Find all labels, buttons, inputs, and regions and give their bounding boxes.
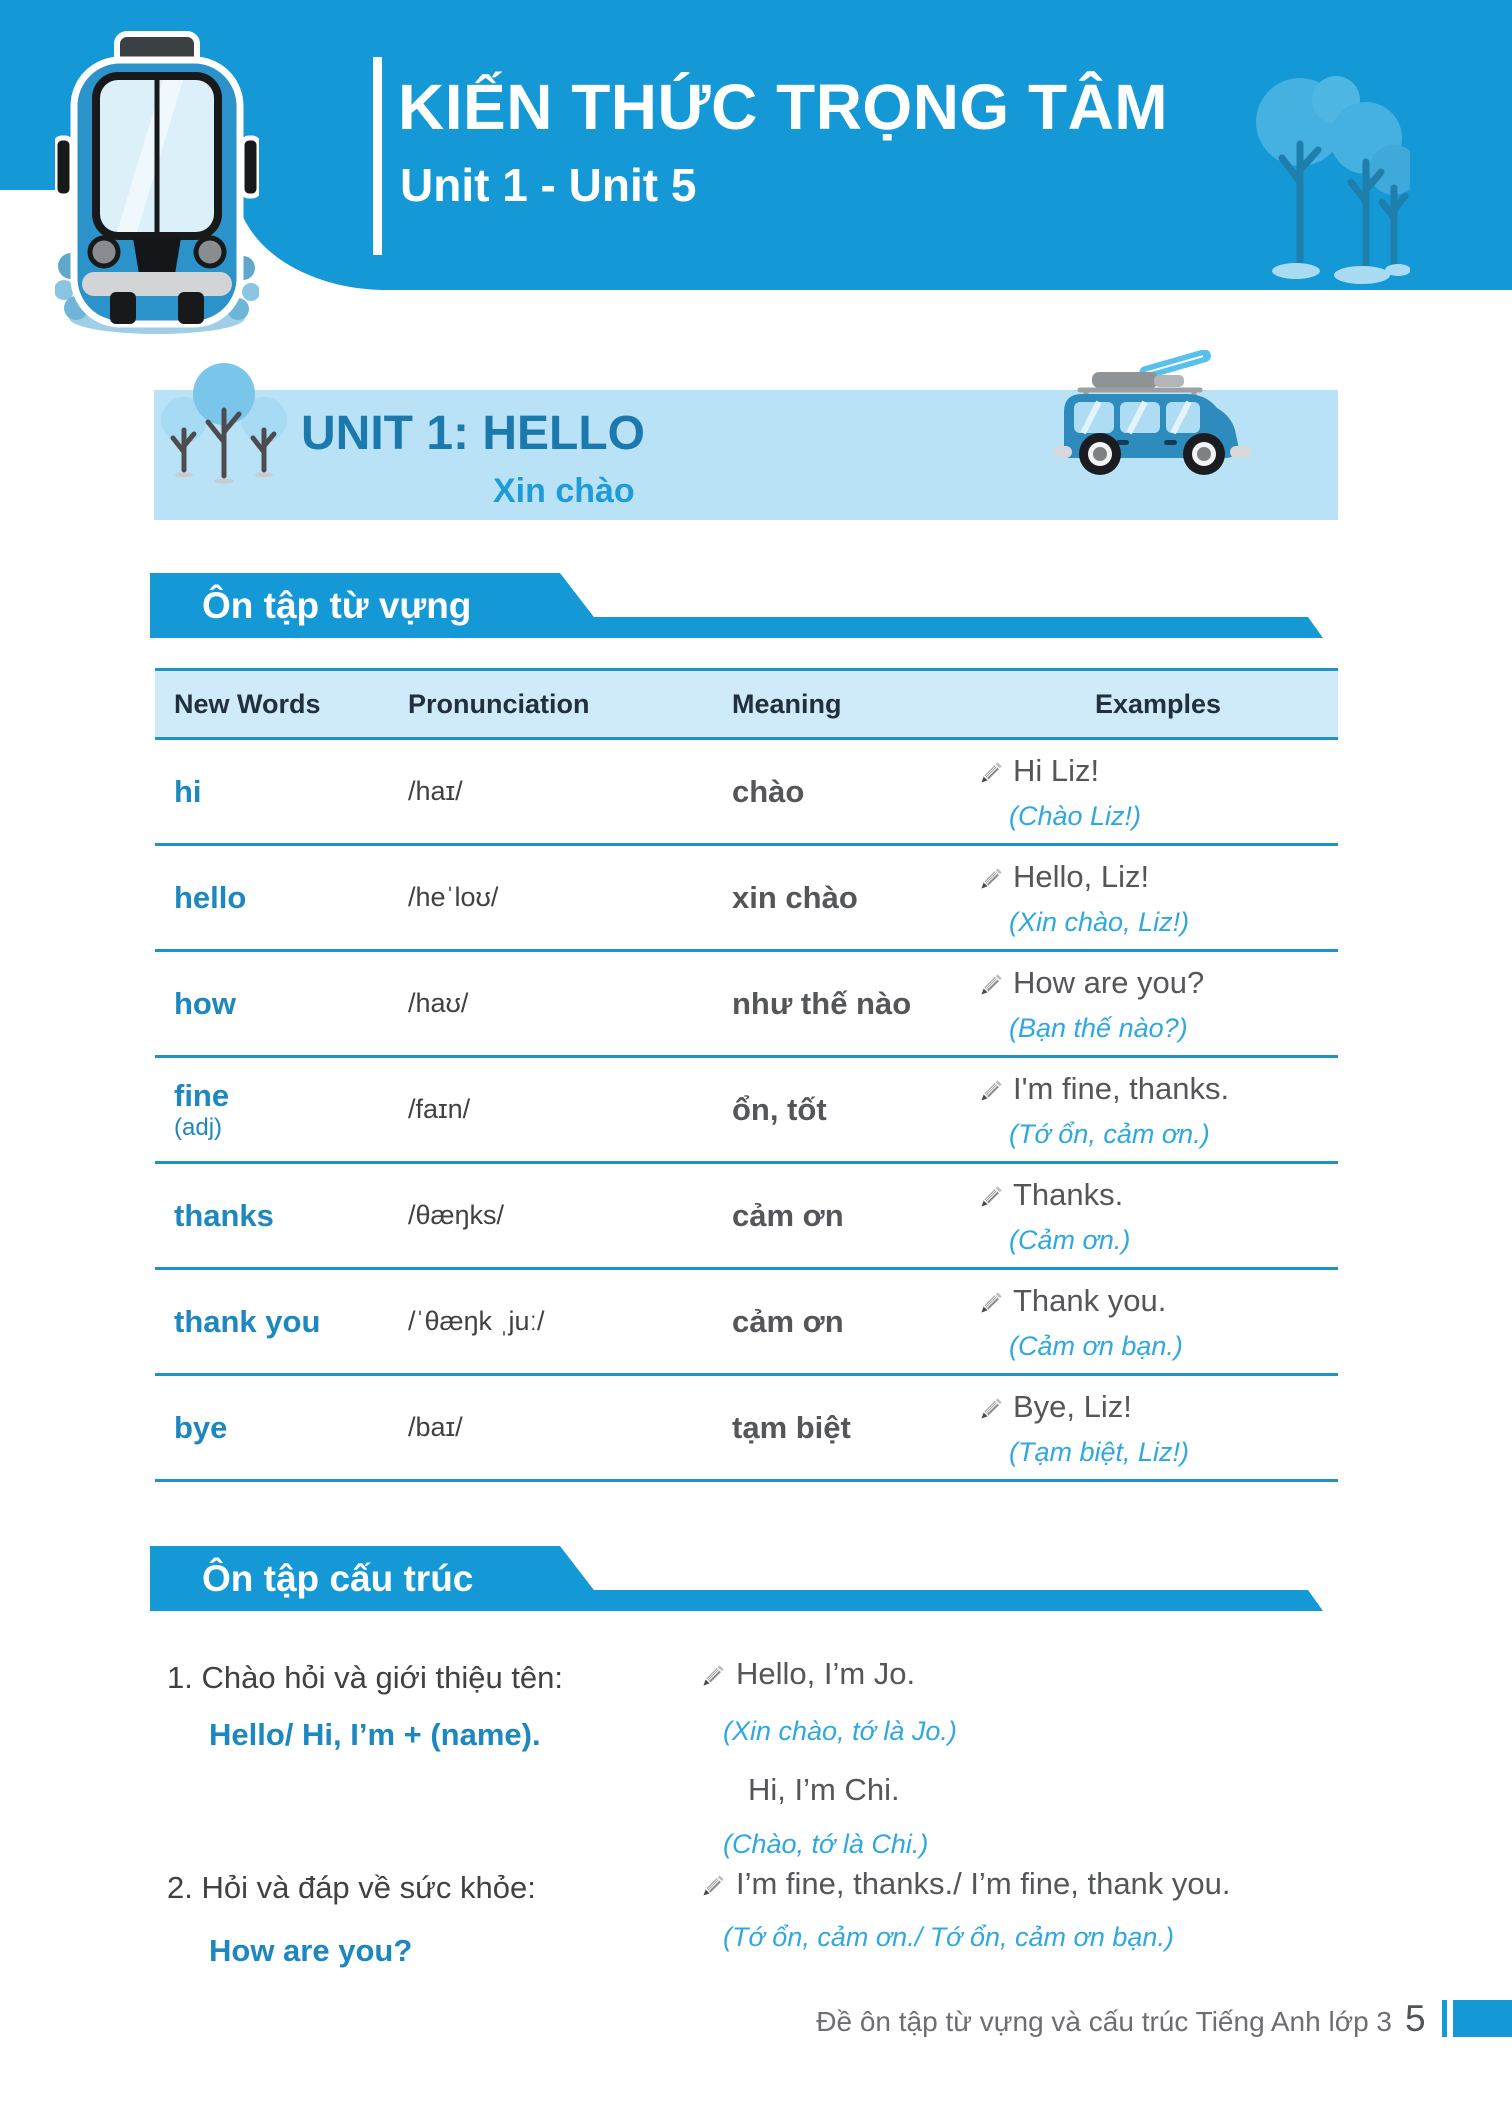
vocab-example-translation: (Cảm ơn.) [1009, 1225, 1131, 1255]
vocab-word: thank you [174, 1303, 321, 1339]
structure-example-translation: (Xin chào, tớ là Jo.) [723, 1716, 957, 1746]
vocab-pronunciation: /θæŋks/ [408, 1200, 505, 1230]
vocab-section-heading: Ôn tập từ vựng [202, 585, 472, 626]
car-illustration [1052, 350, 1252, 476]
pencil-icon [700, 1661, 726, 1687]
vocab-word: bye [174, 1409, 228, 1445]
vocab-pronunciation: /faɪn/ [408, 1094, 471, 1124]
vocab-example: Bye, Liz! [1013, 1389, 1132, 1424]
vocab-table [155, 668, 1338, 1482]
table-row [155, 1164, 1338, 1270]
table-row [155, 740, 1338, 846]
vocab-example: Hi Liz! [1013, 753, 1100, 788]
vocab-meaning: cảm ơn [732, 1303, 844, 1339]
structure-example [700, 1866, 1231, 1902]
unit-title: UNIT 1: HELLO [301, 407, 645, 460]
page-number: 5 [1405, 1998, 1426, 2039]
vocab-meaning: chào [732, 773, 805, 809]
page-title: KIẾN THỨC TRỌNG TÂM [398, 71, 1169, 143]
vocab-example: Thanks. [1013, 1177, 1124, 1212]
structure-item-label: 2. Hỏi và đáp về sức khỏe: [167, 1870, 536, 1905]
structure-example-text: I’m fine, thanks./ I’m fine, thank you. [736, 1866, 1231, 1901]
table-row [155, 952, 1338, 1058]
footer-accent-box [1453, 2000, 1512, 2037]
bus-illustration [55, 30, 259, 360]
vocab-pronunciation: /haʊ/ [408, 988, 469, 1018]
vocab-pronunciation: /ˈθæŋk ˌjuː/ [408, 1306, 545, 1336]
structure-pattern: How are you? [209, 1933, 413, 1968]
pencil-icon [700, 1871, 726, 1897]
column-header: Examples [1094, 688, 1222, 719]
vocab-word-note: (adj) [174, 1113, 223, 1141]
vocab-example-translation: (Cảm ơn bạn.) [1009, 1331, 1183, 1361]
structure-example-text: Hi, I’m Chi. [748, 1772, 900, 1807]
table-row [155, 846, 1338, 952]
column-header: Meaning [732, 688, 842, 719]
unit-subtitle: Xin chào [493, 472, 635, 510]
vocab-meaning: ổn, tốt [732, 1091, 827, 1127]
wheel [1183, 433, 1225, 475]
page-subtitle: Unit 1 - Unit 5 [400, 159, 697, 211]
vocab-meaning: tạm biệt [732, 1409, 851, 1445]
footer-text: Đề ôn tập từ vựng và cấu trúc Tiếng Anh lớp 3 [816, 2006, 1392, 2037]
structure-section-ribbon [150, 1546, 1330, 1611]
vocab-meaning: xin chào [732, 879, 858, 915]
table-row [155, 1270, 1338, 1376]
vocab-example: Hello, Liz! [1013, 859, 1150, 894]
footer-accent-bar [1442, 2000, 1447, 2037]
pencil-icon [978, 1288, 1004, 1314]
pencil-icon [978, 864, 1004, 890]
vocab-word: hi [174, 773, 202, 809]
vocab-table-header [155, 668, 1338, 740]
structure-example-text: Hello, I’m Jo. [736, 1656, 916, 1691]
pencil-icon [978, 1394, 1004, 1420]
vocab-example: How are you? [1013, 965, 1205, 1000]
vocab-example-translation: (Bạn thế nào?) [1009, 1013, 1188, 1043]
pencil-icon [978, 758, 1004, 784]
pencil-icon [978, 1182, 1004, 1208]
vocab-word: fine [174, 1077, 230, 1113]
structure-example [748, 1772, 900, 1808]
structure-example-translation: (Tớ ổn, cảm ơn./ Tớ ổn, cảm ơn bạn.) [723, 1922, 1174, 1952]
column-header: New Words [174, 688, 321, 719]
vocab-meaning: như thế nào [732, 985, 912, 1021]
vocab-word: hello [174, 879, 247, 915]
table-row [155, 1058, 1338, 1164]
table-row [155, 1376, 1338, 1482]
vocab-word: thanks [174, 1197, 274, 1233]
structure-item-label: 1. Chào hỏi và giới thiệu tên: [167, 1660, 564, 1695]
vocab-example-translation: (Chào Liz!) [1009, 801, 1142, 831]
vocab-word: how [174, 985, 236, 1021]
vocab-pronunciation: /heˈloʊ/ [408, 882, 499, 912]
vocab-pronunciation: /haɪ/ [408, 776, 463, 806]
vocab-example: I'm fine, thanks. [1013, 1071, 1230, 1106]
structure-example-translation: (Chào, tớ là Chi.) [723, 1829, 929, 1859]
structure-pattern: Hello/ Hi, I’m + (name). [209, 1717, 541, 1752]
pencil-icon [978, 970, 1004, 996]
vocab-section-ribbon [150, 573, 1330, 638]
small-trees-icon [158, 354, 298, 486]
vocab-example-translation: (Tạm biệt, Liz!) [1009, 1437, 1190, 1467]
header-divider-bar [373, 57, 382, 255]
trees-icon [1248, 58, 1410, 286]
vocab-example-translation: (Tớ ổn, cảm ơn.) [1009, 1119, 1210, 1149]
structure-section-heading: Ôn tập cấu trúc [202, 1558, 474, 1599]
vocab-example-translation: (Xin chào, Liz!) [1009, 907, 1190, 937]
vocab-pronunciation: /baɪ/ [408, 1412, 463, 1442]
structure-example [700, 1656, 915, 1692]
vocab-meaning: cảm ơn [732, 1197, 844, 1233]
pencil-icon [978, 1076, 1004, 1102]
vocab-example: Thank you. [1013, 1283, 1167, 1318]
column-header: Pronunciation [408, 688, 590, 719]
wheel [1079, 433, 1121, 475]
